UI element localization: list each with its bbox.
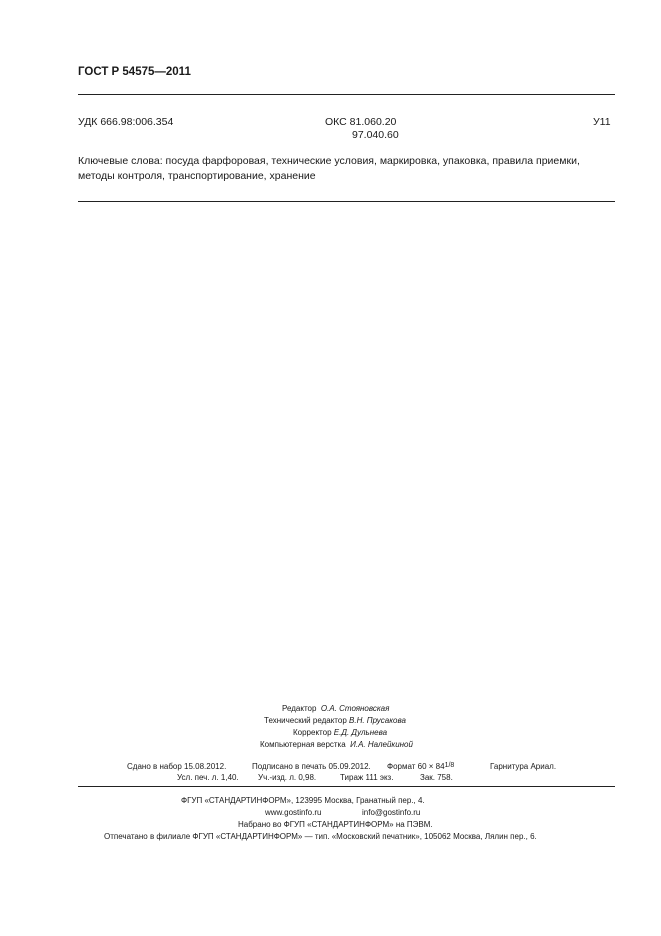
header-rule bbox=[78, 94, 615, 95]
publisher-address: ФГУП «СТАНДАРТИНФОРМ», 123995 Москва, Гранатный пер., 4. bbox=[181, 796, 425, 805]
order-number: Зак. 758. bbox=[420, 773, 453, 782]
footer-rule bbox=[78, 786, 615, 787]
credit-name: Е.Д. Дульнева bbox=[333, 728, 388, 737]
credit-role: Корректор bbox=[293, 728, 332, 737]
credit-role: Редактор bbox=[282, 704, 317, 713]
signed-date: Подписано в печать 05.09.2012. bbox=[252, 762, 371, 771]
usl-pech: Усл. печ. л. 1,40. bbox=[177, 773, 239, 782]
tirazh: Тираж 111 экз. bbox=[340, 773, 394, 782]
credit-layout bbox=[260, 740, 413, 749]
standard-number: ГОСТ Р 54575—2011 bbox=[78, 66, 191, 78]
uch-izd: Уч.-изд. л. 0,98. bbox=[258, 773, 317, 782]
publisher-website: www.gostinfo.ru bbox=[265, 808, 322, 817]
credit-name: И.А. Налейкиной bbox=[350, 740, 413, 749]
typeset-info: Набрано во ФГУП «СТАНДАРТИНФОРМ» на ПЭВМ. bbox=[238, 820, 433, 829]
format-fraction: 1/8 bbox=[444, 762, 455, 769]
credit-role: Технический редактор bbox=[264, 716, 347, 725]
print-format bbox=[387, 762, 454, 771]
keywords-rule bbox=[78, 201, 615, 202]
format-prefix: Формат 60 × 84 bbox=[387, 762, 445, 771]
credit-proofreader bbox=[293, 728, 387, 737]
credit-role: Компьютерная верстка bbox=[260, 740, 346, 749]
credit-name: В.Н. Прусакова bbox=[349, 716, 406, 725]
credit-name: О.А. Стояновская bbox=[320, 704, 390, 713]
printing-info: Отпечатано в филиале ФГУП «СТАНДАРТИНФОРМ» — тип. «Московский печатник», 105062 Москва, Лялин пер., 6. bbox=[104, 832, 537, 841]
udk-code: УДК 666.98:006.354 bbox=[78, 116, 174, 128]
submitted-date: Сдано в набор 15.08.2012. bbox=[127, 762, 227, 771]
oks-code-2: 97.040.60 bbox=[352, 129, 399, 141]
publisher-email: info@gostinfo.ru bbox=[362, 808, 421, 817]
credit-tech-editor bbox=[264, 716, 406, 725]
font-info: Гарнитура Ариал. bbox=[490, 762, 557, 771]
keywords: Ключевые слова: посуда фарфоровая, технические условия, маркировка, упаковка, правила приемки, методы контроля, транспортирование, хранение bbox=[78, 155, 580, 182]
credit-editor bbox=[282, 704, 389, 713]
oks-code-1: ОКС 81.060.20 bbox=[325, 116, 397, 128]
classification-code: У11 bbox=[593, 116, 611, 128]
